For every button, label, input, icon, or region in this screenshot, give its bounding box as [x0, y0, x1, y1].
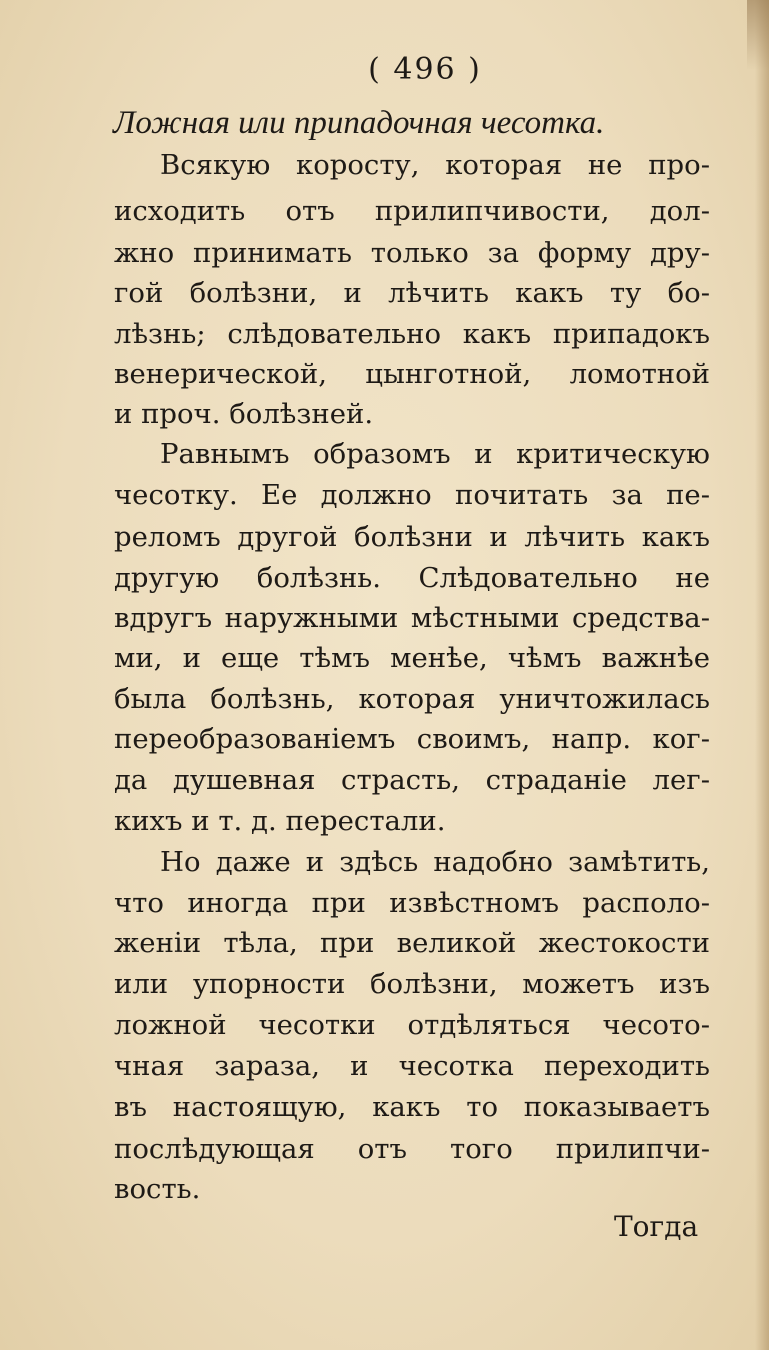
text-line-12: вдругъ наружными мѣстными средства- [114, 602, 710, 634]
text-line-21: или упорности болѣзни, можетъ изъ [114, 968, 710, 1000]
text-line-10: реломъ другой болѣзни и лѣчить какъ [114, 521, 710, 553]
text-line-18: Но даже и здѣсь надобно замѣтить, [160, 846, 710, 878]
text-line-26: вость. [114, 1173, 201, 1205]
section-heading: Ложная или припадочная чесотка. [113, 105, 605, 141]
text-line-20: женіи тѣла, при великой жестокости [114, 927, 710, 959]
text-line-11: другую болѣзнь. Слѣдовательно не [114, 562, 710, 594]
text-line-24: въ настоящую, какъ то показываетъ [114, 1091, 710, 1123]
text-line-4: гой болѣзни, и лѣчить какъ ту бо- [114, 277, 710, 309]
text-line-19: что иногда при извѣстномъ располо- [114, 887, 710, 919]
text-line-14: была болѣзнь, которая уничтожилась [114, 683, 710, 715]
text-line-6: венерической, цынготной, ломотной [114, 358, 710, 390]
text-line-13: ми, и еще тѣмъ менѣе, чѣмъ важнѣе [114, 642, 710, 674]
text-line-3: жно принимать только за форму дру- [114, 237, 710, 269]
text-line-16: да душевная страсть, страданіе лег- [114, 764, 710, 796]
text-line-23: чная зараза, и чесотка переходить [114, 1050, 710, 1082]
page-number: ( 496 ) [368, 52, 482, 87]
text-line-22: ложной чесотки отдѣляться чесото- [114, 1009, 710, 1041]
text-line-8: Равнымъ образомъ и критическую [160, 438, 710, 470]
text-line-5: лѣзнь; слѣдовательно какъ припадокъ [114, 318, 710, 350]
text-line-25: послѣдующая отъ того прилипчи- [114, 1133, 710, 1165]
text-line-15: переобразованіемъ своимъ, напр. ког- [114, 723, 710, 755]
catchword: Тогда [614, 1210, 699, 1243]
text-line-2: исходить отъ прилипчивости, дол- [114, 195, 710, 227]
text-line-1: Всякую коросту, которая не про- [160, 149, 710, 181]
text-line-17: кихъ и т. д. перестали. [114, 805, 446, 837]
text-line-7: и проч. болѣзней. [114, 398, 374, 430]
text-line-9: чесотку. Ее должно почитать за пе- [114, 479, 710, 511]
page-edge-shadow [755, 0, 769, 1350]
